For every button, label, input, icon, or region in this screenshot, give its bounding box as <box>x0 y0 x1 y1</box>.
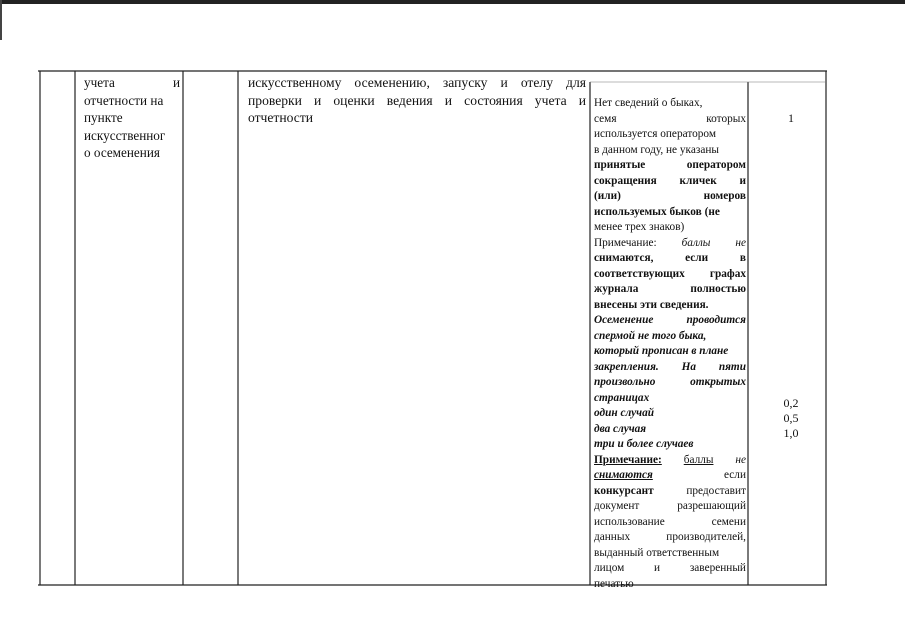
case-three: три и более случаев <box>594 438 694 450</box>
note-word: разрешающий <box>677 500 746 512</box>
deduction-line: страницах <box>594 391 650 404</box>
note-word: заверенный <box>689 562 746 574</box>
note-word: использование <box>594 515 665 528</box>
deduction-line: который прописан в плане <box>594 345 729 357</box>
note-word: графах <box>709 267 746 280</box>
deduction-line: менее трех знаков) <box>594 221 685 233</box>
score-case-three: 1,0 <box>783 426 799 440</box>
criterion-line: пункте <box>84 110 123 125</box>
cell-description: искусственному осеменению, запуску и отелу для проверки и оценки ведения и состояния учета и отчетности <box>248 75 586 125</box>
deduction-line: используемых быков (не <box>594 205 720 218</box>
deduction-line: используется оператором <box>594 128 716 140</box>
note-word: предоставит <box>686 484 746 497</box>
note-word: журнала <box>594 283 639 295</box>
deduction-word: семя <box>594 112 617 125</box>
cell-deductions <box>594 96 746 592</box>
deduction-word: открытых <box>690 376 746 388</box>
note-line: печатью <box>594 577 634 590</box>
deduction-word: пяти <box>718 360 746 373</box>
case-one: один случай <box>594 407 655 419</box>
note-label: Примечание: <box>594 236 657 249</box>
deduction-word: произвольно <box>594 376 656 388</box>
criterion-line: отчетности на <box>84 92 164 108</box>
deduction-word: На <box>681 360 696 373</box>
deduction-word: проводится <box>686 314 746 326</box>
deduction-word: закрепления. <box>594 360 659 373</box>
deduction-line: в данном году, не указаны <box>594 143 719 156</box>
deduction-word: которых <box>706 112 746 125</box>
note-word: в <box>739 252 746 264</box>
deduction-word: принятые <box>594 159 646 171</box>
deduction-word: Осеменение <box>594 314 654 326</box>
note-line: внесены эти сведения. <box>594 298 709 311</box>
deduction-line: спермой не того быка, <box>594 329 707 342</box>
note-word: лицом <box>594 562 625 574</box>
note-word: баллы <box>683 453 714 466</box>
deduction-word: и <box>739 174 746 187</box>
criterion-line: искусственног <box>84 127 166 143</box>
note-word: производителей, <box>666 531 746 543</box>
note-word: конкурсант <box>594 484 654 497</box>
case-two: два случая <box>594 422 647 435</box>
note-word: документ <box>594 500 640 512</box>
note-word: и <box>654 562 661 574</box>
criterion-word: учета <box>84 75 115 90</box>
note-word: снимаются <box>594 469 653 481</box>
score-main: 1 <box>788 111 794 125</box>
deduction-word: (или) <box>594 190 621 202</box>
deduction-word: номеров <box>703 190 746 202</box>
score-case-two: 0,5 <box>783 411 799 425</box>
score-case-one: 0,2 <box>783 396 799 410</box>
criterion-word: и <box>172 75 180 90</box>
note-word: не <box>735 453 746 466</box>
deduction-line: Нет сведений о быках, <box>594 97 703 109</box>
note-word: если <box>685 252 709 264</box>
note-word: если <box>724 469 746 481</box>
note-word: снимаются, <box>594 252 654 264</box>
criterion-line: о осеменения <box>84 145 160 160</box>
note-label: Примечание: <box>594 453 662 466</box>
deduction-word: кличек <box>679 174 717 187</box>
deduction-word: оператором <box>686 159 746 171</box>
note-word: полностью <box>690 283 746 295</box>
note-word: баллы <box>681 236 711 249</box>
note-word: семени <box>711 515 746 528</box>
note-word: соответствующих <box>594 267 685 280</box>
deduction-word: сокращения <box>594 174 657 187</box>
note-word: данных <box>594 531 631 543</box>
cell-criterion-name <box>84 74 180 162</box>
note-word: не <box>735 236 746 249</box>
note-line: выданный ответственным <box>594 546 720 559</box>
